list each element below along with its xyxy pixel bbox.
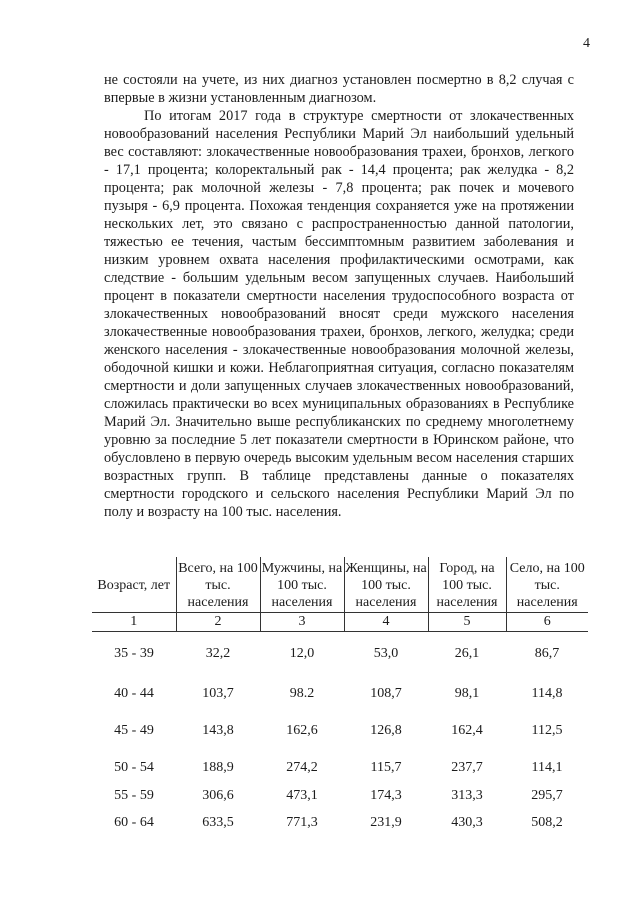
column-number-row (92, 613, 588, 632)
table-cell: 53,0 (373, 645, 399, 661)
table-cell: 231,9 (370, 815, 402, 830)
table-cell: 115,7 (370, 760, 402, 775)
table-cell: 26,1 (454, 645, 480, 661)
table-cell: 174,3 (370, 787, 402, 803)
column-number: 4 (344, 613, 428, 632)
column-number: 1 (92, 613, 176, 632)
table-cell: 112,5 (531, 723, 563, 738)
column-number: 5 (428, 613, 506, 632)
table-cell: 114,1 (531, 760, 563, 775)
table-row (92, 676, 588, 713)
table-cell: 162,4 (451, 723, 483, 738)
table-cell: 108,7 (370, 686, 402, 701)
table-row (92, 787, 588, 805)
paragraph-continuation: не состояли на учете, из них диагноз установлен посмертно в 8,2 случая с впервые в жизни установленным диагнозом. (104, 72, 574, 106)
table-row (92, 750, 588, 787)
table-cell: 143,8 (202, 723, 234, 738)
table-header-row (92, 557, 588, 613)
table-cell: 126,8 (370, 723, 402, 738)
table-cell-age: 40 - 44 (114, 686, 154, 701)
table-cell: 188,9 (202, 760, 234, 775)
table-row (92, 805, 588, 842)
header-village: Село, на 100 тыс. населения (506, 557, 588, 613)
table-cell: 114,8 (531, 686, 563, 701)
table-cell-age: 55 - 59 (114, 787, 154, 803)
header-men: Мужчины, на 100 тыс. населения (260, 557, 344, 613)
table-cell: 633,5 (202, 815, 234, 830)
table-cell: 98.2 (289, 686, 315, 701)
table-cell: 306,6 (202, 787, 234, 803)
header-women: Женщины, на 100 тыс. населения (344, 557, 428, 613)
column-number: 6 (506, 613, 588, 632)
table-cell: 295,7 (531, 787, 563, 803)
paragraph-mortality-structure: По итогам 2017 года в структуре смертности от злокачественных новообразований населения Республики Марий Эл наибольший удельный вес составляют: злокачественные новообразования трахеи, бронхов, легкого - 17,1 процента; колоректальный рак - 14,4 процента; рак желудка - 8,2 процента; рак молочной железы - 7,8 процента; рак почек и мочевого пузыря - 6,9 процента. Похожая тенденция сохраняется уже на протяжении нескольких лет, это связано с распространенностью данной патологии, тяжестью ее течения, частым бессимптомным развитием заболевания и низким уровнем охвата населения профилактическими осмотрами, как следствие - большим удельным весом запущенных случаев. Наибольший процент в показатели смертности населения трудоспособного возраста от злокачественных новообразований вносят среди мужского населения злокачественные новообразования трахеи, бронхов, легкого, желудка; среди женского населения - злокачественные новообразования молочной железы, ободочной кишки и кожи. Неблагоприятная ситуация, согласно показателям смертности и доли запущенных случаев злокачественных новообразований, сложилась практически во всех муниципальных образованиях в Республике Марий Эл. Значительно выше республиканских по среднему многолетнему уровню за последние 5 лет показатели смертности в Юринском районе, что обусловлено в первую очередь высоким удельным весом населения старших возрастных групп. В таблице представлены данные о показателях смертности городского и сельского населения Республики Марий Эл по полу и возрасту на 100 тыс. населения. (104, 108, 574, 520)
column-number: 2 (176, 613, 260, 632)
table-cell: 32,2 (205, 645, 231, 661)
header-total: Всего, на 100 тыс. населения (176, 557, 260, 613)
table-cell: 12,0 (289, 645, 315, 661)
mortality-table (92, 557, 588, 842)
table-cell: 237,7 (451, 760, 483, 775)
table-cell: 274,2 (286, 760, 318, 775)
table-cell: 313,3 (451, 787, 483, 803)
table-cell-age: 60 - 64 (114, 815, 154, 830)
table-cell: 430,3 (451, 815, 483, 830)
header-city: Город, на 100 тыс. населения (428, 557, 506, 613)
table-cell-age: 45 - 49 (114, 723, 154, 738)
table-row (92, 632, 588, 676)
column-number: 3 (260, 613, 344, 632)
table-cell-age: 35 - 39 (114, 645, 154, 661)
table-cell: 98,1 (454, 686, 480, 701)
table-cell: 86,7 (534, 645, 560, 661)
table-cell: 103,7 (202, 686, 234, 701)
body-text (104, 71, 574, 521)
table-cell-age: 50 - 54 (114, 760, 154, 775)
table-cell: 508,2 (531, 815, 563, 830)
header-age: Возраст, лет (92, 557, 176, 613)
table-row (92, 713, 588, 750)
table-cell: 473,1 (286, 787, 318, 803)
table-cell: 771,3 (286, 815, 318, 830)
table-cell: 162,6 (286, 723, 318, 738)
page-number: 4 (583, 36, 590, 51)
